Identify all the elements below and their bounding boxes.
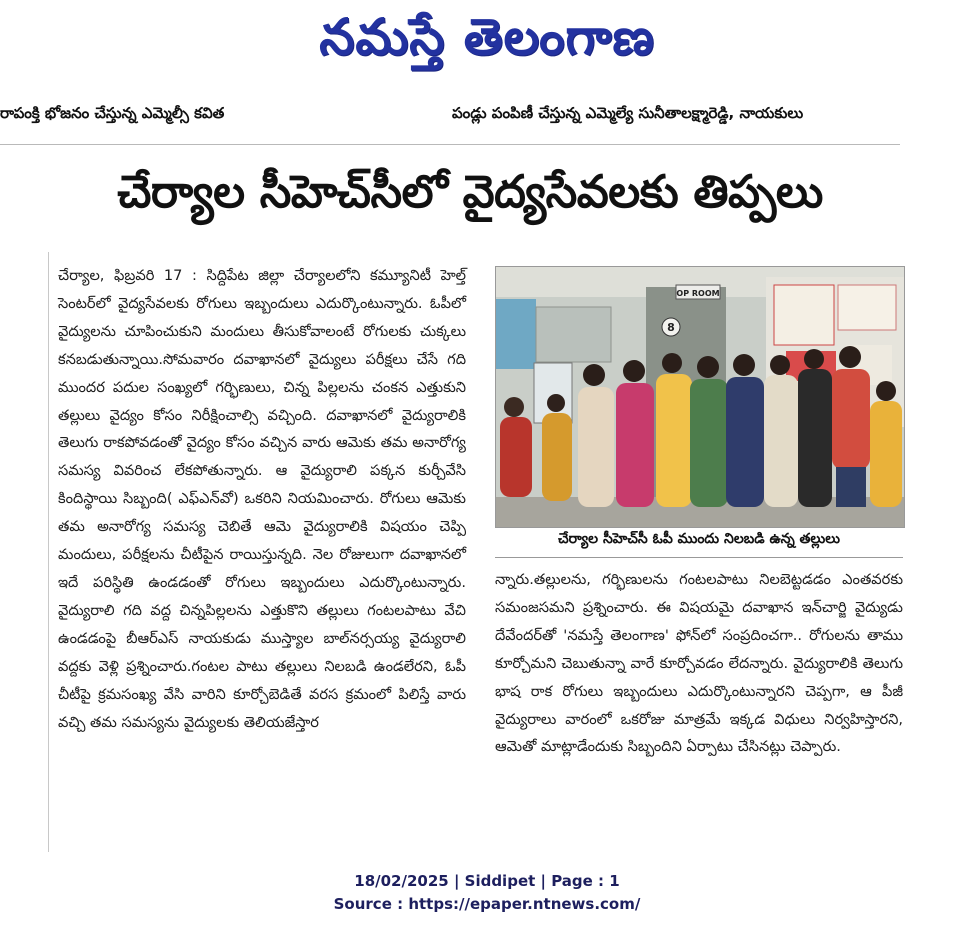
photo-caption: చేర్యాల సీహెచ్‌సీ ఓపీ ముందు నిలబడి ఉన్న తల్లులు (558, 531, 840, 547)
ticker-left-caption: రాపంక్తి భోజనం చేస్తున్న ఎమ్మెల్సీ కవిత (0, 104, 225, 122)
article-photo (495, 266, 905, 528)
left-column-rule (48, 252, 49, 852)
footer-date-line: 18/02/2025 | Siddipet | Page : 1 (354, 872, 620, 890)
article-column-2: న్నారు.తల్లులను, గర్భిణులను గంటలపాటు నిలబెట్టడడం ఎంతవరకు సమంజసమని ప్రశ్నించారు. ఈ విషయమై దవాఖాన ఇన్‌చార్జి వైద్యుడు దేవేందర్‌తో 'నమస్తే తెలంగాణ' ఫోన్‌లో సంప్రదించగా.. రోగులను తాము కూర్చోమని చెబుతున్నా వారే కూర్చోవడం లేదన్నారు. వైద్యురాలికి తెలుగు భాష రాక రోగులు ఇబ్బందులు ఎదుర్కొంటున్నారని చెప్పగా, ఆ పీజీ వైద్యురాలు వారంలో ఒకరోజు మాత్రమే ఇక్కడ విధులు నిర్వహిస్తారని, ఆమెతో మాట్లాడేందుకు సిబ్బందిని ఏర్పాటు చేసినట్లు చెప్పారు. (495, 571, 903, 756)
ticker-right-caption: పండ్లు పంపిణీ చేస్తున్న ఎమ్మెల్యే సునీతాలక్ష్మారెడ్డి, నాయకులు (452, 104, 804, 122)
article-headline: చేర్యాల సీహెచ్‌సీలో వైద్యసేవలకు తిప్పలు (117, 165, 823, 218)
door-number-text: 8 (667, 321, 675, 334)
door-sign-text: OP ROOM (676, 289, 720, 298)
photo-illustration (496, 267, 904, 527)
masthead-title: నమస్తే తెలంగాణ (319, 8, 655, 66)
caption-divider (495, 557, 903, 558)
top-divider (0, 144, 900, 145)
article-column-1: చేర్యాల, ఫిబ్రవరి 17 : సిద్దిపేట జిల్లా చేర్యాలలోని కమ్యూనిటీ హెల్త్ సెంటర్‌లో వైద్యసేవలకు రోగులు ఇబ్బందులు ఎదుర్కొంటున్నారు. ఓపీలో వైద్యులను చూపించుకుని మందులు తీసుకోవాలంటే రోగులకు చుక్కలు కనబడుతున్నాయి.సోమవారం దవాఖానలో వైద్యులు పరీక్షలు చేసే గది ముందర పదుల సంఖ్యలో గర్భిణులు, చిన్న పిల్లలను చంకన ఎత్తుకుని తల్లులు వైద్యం కోసం నిరీక్షించాల్సి వచ్చింది. దవాఖానలో వైద్యురాలికి తెలుగు రాకపోవడంతో వైద్యం కోసం వచ్చిన వారు ఆమెకు తమ అనారోగ్య సమస్య వివరించ లేకపోతున్నారు. ఆ వైద్యురాలి పక్కన కుర్చీవేసి కిందిస్థాయి సిబ్బంది( ఎఫ్‌ఎన్‌వో) ఒకరిని నియమించారు. రోగులు ఆమెకు తమ అనారోగ్య సమస్య చెబితే ఆమె వైద్యురాలికి విషయం చెప్పి మందులు, పరీక్షలను చీటీపైన రాయిస్తున్నది. నెల రోజులుగా దవాఖానలో ఇదే పరిస్థితి ఉండడంతో రోగులు ఇబ్బందులు ఎదుర్కొంటున్నారు. వైద్యురాలి గది వద్ద చిన్నపిల్లలను ఎత్తుకొని తల్లులు గంటలపాటు వేచి ఉండడంపై బీఆర్‌ఎస్ నాయకుడు ముస్త్యాల బాల్‌నర్సయ్య వైద్యురాలి వద్దకు వెళ్లి ప్రశ్నించారు.గంటల పాటు తల్లులు నిలబడి ఉండలేరని, ఓపీ చీటీపై క్రమసంఖ్య వేసి వారిని కూర్చోబెడితే వరస క్రమంలో పిలిస్తే వారు వచ్చి తమ సమస్యను వైద్యులకు తెలియజేస్తార (58, 267, 466, 731)
footer-source-line[interactable]: Source : https://epaper.ntnews.com/ (333, 895, 641, 913)
